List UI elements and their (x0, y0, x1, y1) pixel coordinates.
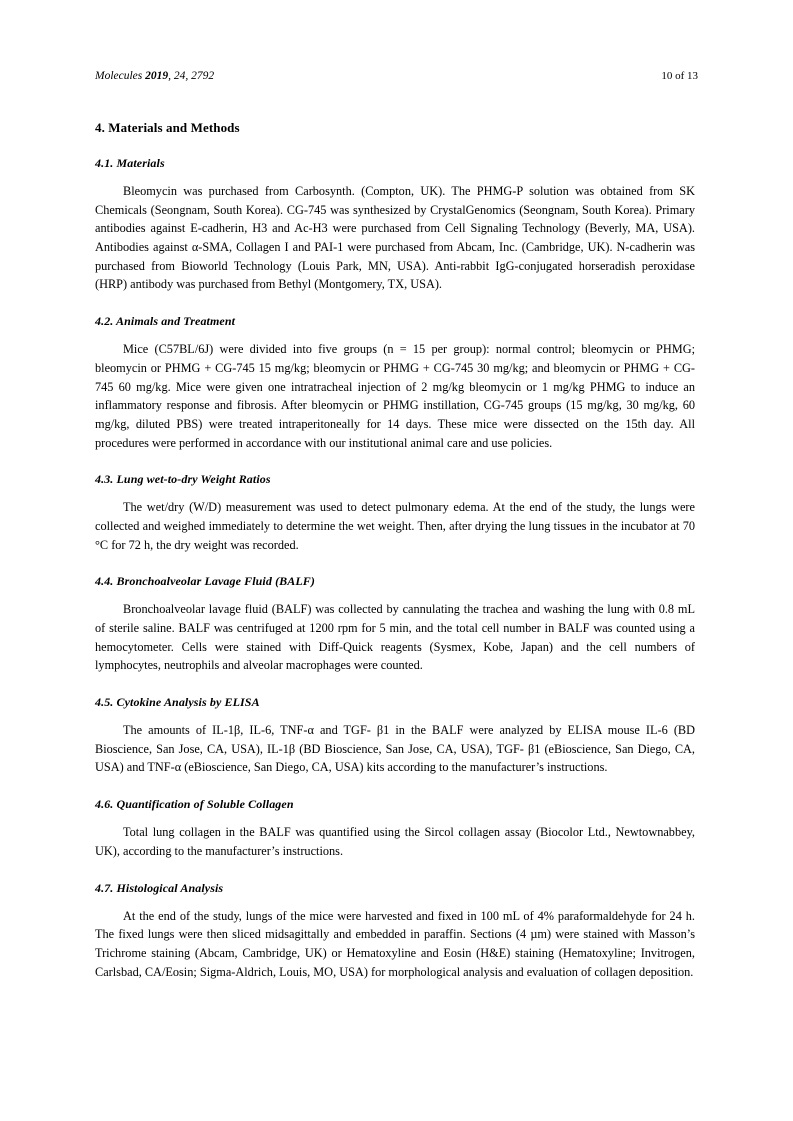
subsection-heading-materials: 4.1. Materials (95, 156, 165, 170)
journal-volume: 2019 (145, 70, 169, 82)
section-heading-materials-and-methods: 4. Materials and Methods (95, 120, 240, 135)
paragraph-cytokine-analysis-by-elisa: The amounts of IL-1β, IL-6, TNF-α and TGF- β1 in the BALF were analyzed by ELISA mouse IL-6 (BD Bioscience, San Jose, CA, USA), IL-1β (BD Bioscience, San Jose, CA, USA), TGF- β1 (eBioscience, San Diego, CA, USA) and TNF-α (eBioscience, San Diego, CA, USA) kits according to the manufacturer’s instructions. (95, 723, 695, 775)
journal-name: Molecules (95, 70, 143, 82)
document-body (95, 120, 695, 981)
subsection-heading-cytokine-analysis-by-elisa: 4.5. Cytokine Analysis by ELISA (95, 695, 260, 710)
journal-issue-page: , 24, 2792 (168, 70, 215, 82)
paragraph-lung-wet-to-dry-weight-ratios: The wet/dry (W/D) measurement was used to detect pulmonary edema. At the end of the study, the lungs were collected and weighed immediately to determine the wet weight. Then, after drying the lung tissues in the incubator at 70 °C for 72 h, the dry weight was recorded. (95, 500, 695, 552)
page-number: 10 of 13 (661, 70, 698, 82)
journal-citation (95, 70, 214, 82)
paragraph-animals-and-treatment: Mice (C57BL/6J) were divided into five groups (n = 15 per group): normal control; bleomycin or PHMG; bleomycin or PHMG + CG-745 15 mg/kg; bleomycin or PHMG + CG-745 30 mg/kg; and bleomycin or PHMG + CG-745 60 mg/kg. Mice were given one intratracheal injection of 2 mg/kg bleomycin or 1 mg/kg PHMG to induce an inflammatory response and fibrosis. After bleomycin or PHMG instillation, CG-745 groups (15 mg/kg, 30 mg/kg, 60 mg/kg, diluted PBS) were treated intraperitoneally for 14 days. These mice were dissected on the 15th day. All procedures were performed in accordance with our institutional animal care and use policies. (95, 342, 695, 450)
subsection-heading-bronchoalveolar-lavage-fluid: 4.4. Bronchoalveolar Lavage Fluid (BALF) (95, 574, 315, 589)
subsection-heading-quantification-of-soluble-collagen: 4.6. Quantification of Soluble Collagen (95, 797, 294, 812)
paragraph-quantification-of-soluble-collagen: Total lung collagen in the BALF was quantified using the Sircol collagen assay (Biocolor Ltd., Newtownabbey, UK), according to the manufacturer’s instructions. (95, 825, 695, 858)
paragraph-histological-analysis: At the end of the study, lungs of the mice were harvested and fixed in 100 mL of 4% paraformaldehyde for 24 h. The fixed lungs were then sliced midsagittally and embedded in paraffin. Sections (4 µm) were stained with Masson’s Trichrome staining (Abcam, Cambridge, UK) or Hematoxyline and Eosin (H&E) staining (Hematoxyline; Invitrogen, Carlsbad, CA/Eosin; Sigma-Aldrich, Louis, MO, USA) for morphological analysis and evaluation of collagen deposition. (95, 908, 695, 979)
subsection-heading-lung-wet-to-dry-weight-ratios: 4.3. Lung wet-to-dry Weight Ratios (95, 472, 271, 487)
subsection-heading-histological-analysis: 4.7. Histological Analysis (95, 880, 224, 895)
paragraph-bronchoalveolar-lavage-fluid: Bronchoalveolar lavage fluid (BALF) was collected by cannulating the trachea and washing the lung with 0.8 mL of sterile saline. BALF was centrifuged at 1200 rpm for 5 min, and the total cell number in BALF was counted using a hemocytometer. Cells were stained with Diff-Quick reagents (Sysmex, Kobe, Japan) and the cell numbers of lymphocytes, neutrophils and alveolar macrophages were counted. (95, 602, 695, 673)
page-header (95, 70, 698, 82)
subsection-heading-animals-and-treatment: 4.2. Animals and Treatment (95, 314, 236, 329)
paragraph-materials: Bleomycin was purchased from Carbosynth. (Compton, UK). The PHMG-P solution was obtained from SK Chemicals (Seongnam, South Korea). CG-745 was synthesized by CrystalGenomics (Seongnam, South Korea). Primary antibodies against E-cadherin, H3 and Ac-H3 were purchased from Cell Signaling Technology (Beverly, MA, USA). Antibodies against α-SMA, Collagen I and PAI-1 were purchased from Abcam, Inc. (Cambridge, UK). N-cadherin was purchased from Bioworld Technology (Louis Park, MN, USA). Anti-rabbit IgG-conjugated horseradish peroxidase (HRP) antibody was purchased from Bethyl (Montgomery, TX, USA). (95, 184, 695, 292)
